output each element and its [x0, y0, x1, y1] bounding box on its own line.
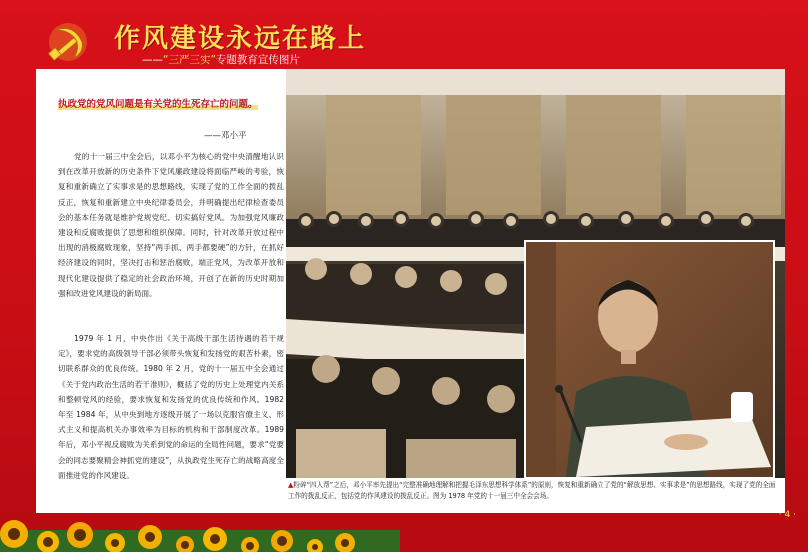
caption-text: 粉碎“四人帮”之后，邓小平率先提出“完整准确地理解和把握毛泽东思想科学体系”的原则，恢复和重新确立了党的“解放思想、实事求是”的思想路线，实现了党的全面工作的拨乱反正，包括党的作风建设的拨乱反正。图为 1978 年党的十一届三中全会会场。: [288, 481, 776, 500]
caption-triangle-icon: ▲: [288, 481, 294, 489]
page-number-value: 4: [784, 510, 791, 520]
page-subtitle: [142, 52, 300, 67]
page-number: · 4 ·: [778, 510, 796, 520]
body-paragraph-2: 1979 年 1 月，中央作出《关于高级干部生活待遇的若干规定》，要求党的高级领导干部必须带头恢复和发扬党的艰苦朴素，密切联系群众的优良传统。1980 年 2 月，党的十一届五中全会通过《关于党内政治生活的若干准则》，概括了党的历史上处理党内关系和整顿党风的经验，要求恢复和发扬党的优良传统和作风。1982 年至 1984 年，从中央到地方逐级开展了一场以克服官僚主义、形式主义和提高机关办事效率为目标的机构和干部制度改革。1989 年后，邓小平视反腐败为关系到党的命运的全局性问题，要求“党要会的同志要聚精会神抓党的建设”，从执政党生死存亡的战略高度全面推进党的作风建设。: [58, 334, 284, 480]
page-title: 作风建设永远在路上: [114, 24, 367, 54]
deng-xiaoping-photo: [526, 242, 773, 477]
quote-attribution: ——邓小平: [204, 131, 247, 141]
sunflower-decoration-icon: [0, 490, 400, 552]
subtitle-highlight: “三严三实”: [163, 54, 216, 66]
quote: [58, 97, 280, 112]
quote-text: 执政党的党风问题是有关党的生死存亡的问题。: [58, 99, 258, 110]
party-emblem-icon: [44, 20, 92, 64]
body-paragraph-1: 党的十一届三中全会后，以邓小平为核心的党中央清醒地认识到在改革开放新的历史条件下党风廉政建设将面临严峻的考验，恢复和重新确立了实事求是的思想路线，实现了党的工作全面的拨乱反正，恢复和重新建立中央纪律委员会，并明确提出纪律检查委员会的基本任务就是维护党规党纪、切实搞好党风。为加强党风廉政建设和反腐败提供了思想和组织保障。同时，针对改革开放过程中出现的消极腐败现象，坚持“两手抓、两手都要硬”的方针，在抓好经济建设的同时，坚决打击和惩治腐败，端正党风，为改革开放和现代化建设提供了稳定的社会政治环境，开创了在新的历史时期加强和改进党风建设的新局面。: [58, 152, 284, 298]
subtitle-prefix: ——: [142, 54, 163, 66]
text-column: [36, 69, 286, 513]
content-panel: [36, 69, 785, 513]
subtitle-suffix: 专题教育宣传图片: [215, 54, 300, 66]
